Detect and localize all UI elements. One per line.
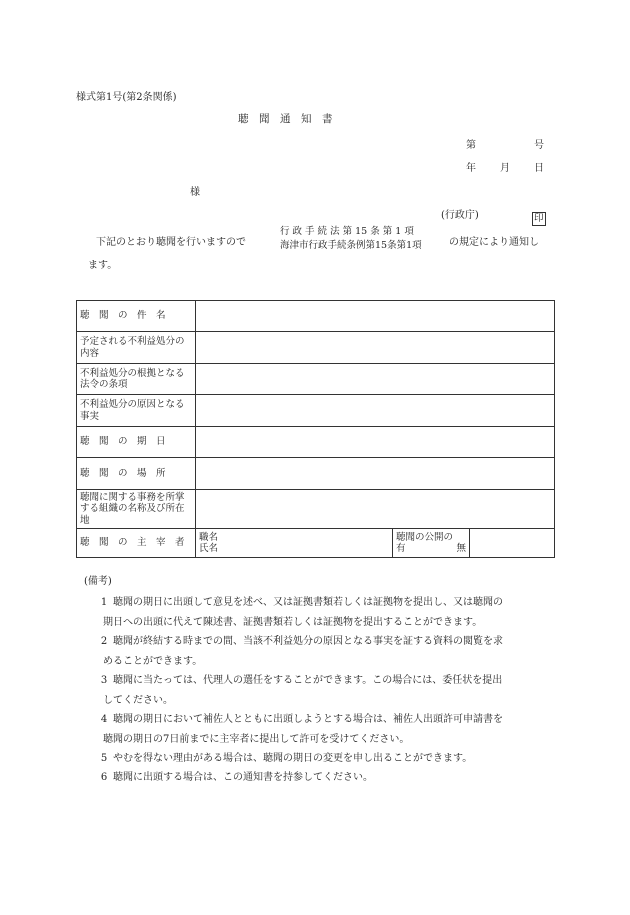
notes-title: (備考) [84,576,112,587]
field-facts[interactable] [196,395,555,427]
note-number: 2 [100,636,108,647]
row-label-place: 聴 聞 の 場 所 [77,458,196,490]
note-number: 4 [100,714,108,725]
row-label-disposition: 予定される不利益処分の内容 [77,332,196,364]
note-text-continued: めることができます。 [103,655,203,667]
row-label-facts: 不利益処分の原因となる事実 [77,395,196,427]
number-prefix: 第 [466,140,476,151]
date-year: 年 [466,163,476,174]
row-label-subject: 聴 聞 の 件 名 [77,301,196,332]
table-row [77,301,555,332]
number-suffix: 号 [534,140,544,151]
intro-after: の規定により通知し [449,237,539,248]
public-hearing-label [393,529,470,558]
table-row [77,458,555,490]
seal-stamp [532,206,546,226]
intro-before: 下記のとおり聴聞を行いますので [96,237,246,248]
public-hearing-options [396,543,466,555]
note-item [95,768,555,788]
note-text: 聴聞に当たっては、代理人の選任をすることができます。この場合には、委任状を提出 [113,675,503,686]
note-number: 5 [100,753,108,764]
note-number: 6 [100,772,108,783]
date-month: 月 [500,163,510,174]
document-title: 聴 聞 通 知 書 [238,113,333,125]
field-subject[interactable] [196,301,555,332]
law-reference-2: 海津市行政手続条例第15条第1項 [280,240,422,251]
field-date[interactable] [196,427,555,458]
form-number: 様式第1号(第2条関係) [76,92,177,103]
hearing-details-table [76,300,555,558]
law-reference-1: 行 政 手 続 法 第 15 条 第 1 項 [280,226,414,237]
field-presiding-officer[interactable] [196,529,393,558]
public-option-yes: 有 [396,543,406,554]
sender-label: (行政庁) [441,210,479,221]
table-row [77,364,555,395]
note-number: 1 [100,597,108,608]
note-item [95,710,555,749]
officer-title-label: 職名 [199,531,219,543]
note-item [95,593,555,632]
note-text-continued: してください。 [103,694,173,706]
intro-last: ます。 [88,260,118,271]
field-place[interactable] [196,458,555,490]
addressee-honorific: 様 [190,187,200,198]
table-row [77,332,555,364]
field-public-hearing[interactable] [470,529,555,558]
note-text: 聴聞の期日において補佐人とともに出頭しようとする場合は、補佐人出頭許可申請書を [113,714,503,725]
note-item [95,749,555,769]
note-number: 3 [100,675,108,686]
note-text-continued: 聴聞の期日の7日前までに主宰者に提出して許可を受けてください。 [103,733,410,745]
note-text: 聴聞が終結する時までの間、当該不利益処分の原因となる事実を証する資料の閲覧を求 [113,636,503,647]
table-row [77,427,555,458]
public-option-no: 無 [456,543,466,554]
note-text-continued: 期日への出頭に代えて陳述書、証拠書類若しくは証拠物を提出することができます。 [103,616,483,628]
note-item [95,632,555,671]
seal-mark: 印 [534,213,544,224]
row-label-legal-basis: 不利益処分の根拠となる法令の条項 [77,364,196,395]
field-legal-basis[interactable] [196,364,555,395]
date-day: 日 [534,163,544,174]
row-label-date: 聴 聞 の 期 日 [77,427,196,458]
note-text: やむを得ない理由がある場合は、聴聞の期日の変更を申し出ることができます。 [113,753,473,764]
row-label-presiding-officer: 聴 聞 の 主 宰 者 [77,529,196,558]
table-row [77,490,555,529]
law-reference [280,225,422,253]
field-disposition[interactable] [196,332,555,364]
note-text: 聴聞に出頭する場合は、この通知書を持参してください。 [113,772,373,783]
note-text: 聴聞の期日に出頭して意見を述べ、又は証拠書類若しくは証拠物を提出し、又は聴聞の [113,597,503,608]
row-label-office: 聴聞に関する事務を所掌する組織の名称及び所在地 [77,490,196,529]
public-hearing-label-line1: 聴聞の公開の [396,531,454,543]
table-row [77,395,555,427]
note-item [95,671,555,710]
table-row [77,529,555,558]
officer-name-label: 氏名 [199,543,219,554]
field-office[interactable] [196,490,555,529]
